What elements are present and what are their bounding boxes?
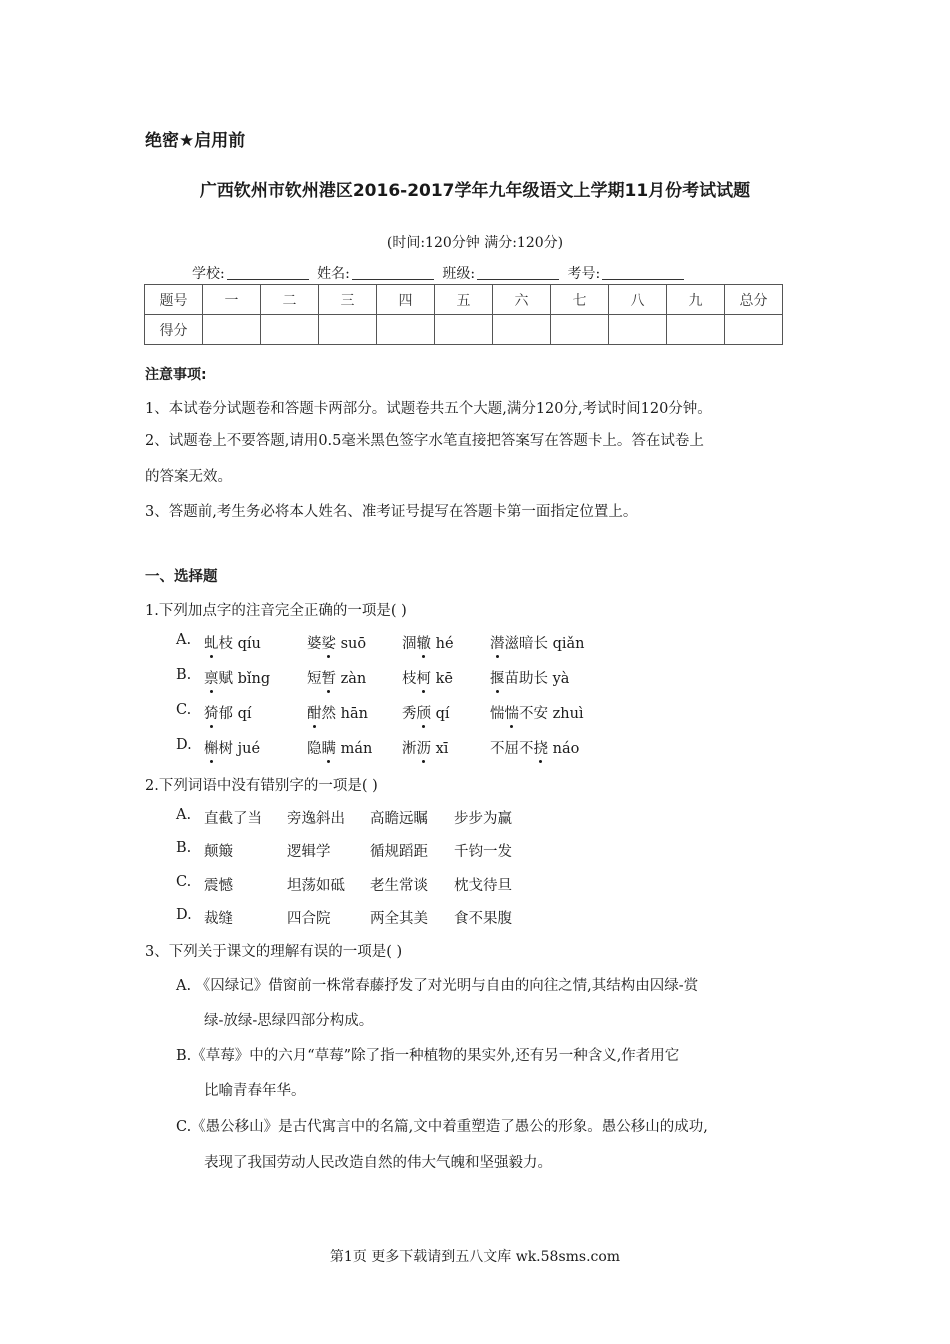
option-word: 老生常谈 xyxy=(370,878,428,894)
option-c-line-1: C.《愚公移山》是古代寓言中的名篇,文中着重塑造了愚公的形象。愚公移山的成功, xyxy=(176,1119,708,1135)
score-cell xyxy=(493,315,551,345)
option-letter: A. xyxy=(176,807,192,823)
table-cell: 总分 xyxy=(725,285,783,315)
option-word: 坦荡如砥 xyxy=(287,878,345,894)
score-cell xyxy=(377,315,435,345)
option-word: 两全其美 xyxy=(370,911,428,927)
question-2-stem: 2.下列词语中没有错别字的一项是( ) xyxy=(145,778,378,794)
notes-heading: 注意事项: xyxy=(145,367,207,383)
table-cell: 五 xyxy=(435,285,493,315)
option-c-line-2: 表现了我国劳动人民改造自然的伟大气魄和坚强毅力。 xyxy=(204,1155,552,1171)
option-word: 震憾 xyxy=(204,878,233,894)
option-item: 不屈不挠 náo xyxy=(490,741,580,757)
note-item-3: 3、答题前,考生务必将本人姓名、准考证号提写在答题卡第一面指定位置上。 xyxy=(145,504,638,520)
page-footer: 第1页 更多下载请到五八文库 wk.58sms.com xyxy=(329,1249,621,1265)
class-label: 班级: xyxy=(442,266,476,282)
option-item: 槲树 jué xyxy=(204,741,261,757)
option-item: 酣然 hān xyxy=(307,706,368,722)
exam-no-blank xyxy=(602,265,684,280)
option-letter: B. xyxy=(176,840,192,856)
section-heading: 一、选择题 xyxy=(145,569,218,585)
option-a-line-2: 绿-放绿-思绿四部分构成。 xyxy=(204,1013,374,1029)
option-word: 颠簸 xyxy=(204,844,233,860)
score-cell xyxy=(609,315,667,345)
table-cell: 八 xyxy=(609,285,667,315)
option-item: 枝柯 kē xyxy=(402,671,453,687)
option-word: 裁缝 xyxy=(204,911,233,927)
score-cell xyxy=(551,315,609,345)
score-table xyxy=(144,284,783,345)
score-cell xyxy=(203,315,261,345)
option-letter: D. xyxy=(176,737,192,753)
table-cell: 得分 xyxy=(145,315,203,345)
note-item-2-cont: 的答案无效。 xyxy=(145,469,232,485)
option-item: 淅沥 xī xyxy=(402,741,449,757)
option-letter: C. xyxy=(176,874,192,890)
option-b-line-2: 比喻青春年华。 xyxy=(204,1083,306,1099)
option-word: 步步为赢 xyxy=(454,811,512,827)
table-cell: 六 xyxy=(493,285,551,315)
score-cell xyxy=(725,315,783,345)
option-a-line-1: A. 《囚绿记》借窗前一株常春藤抒发了对光明与自由的向往之情,其结构由囚绿-赏 xyxy=(176,978,699,994)
option-word: 食不果腹 xyxy=(454,911,512,927)
option-item: 婆娑 suō xyxy=(307,636,367,652)
option-word: 直截了当 xyxy=(204,811,262,827)
option-word: 千钧一发 xyxy=(454,844,512,860)
option-word: 四合院 xyxy=(287,911,331,927)
question-3-stem: 3、下列关于课文的理解有误的一项是( ) xyxy=(145,944,403,960)
table-cell: 九 xyxy=(667,285,725,315)
table-cell: 二 xyxy=(261,285,319,315)
score-cell xyxy=(667,315,725,345)
table-cell: 三 xyxy=(319,285,377,315)
name-blank xyxy=(352,265,434,280)
time-info: (时间:120分钟 满分:120分) xyxy=(386,235,564,251)
option-item: 禀赋 bǐng xyxy=(204,671,271,687)
option-item: 惴惴不安 zhuì xyxy=(490,706,584,722)
option-item: 猗郁 qí xyxy=(204,706,252,722)
option-item: 虬枝 qíu xyxy=(204,636,261,652)
table-cell: 七 xyxy=(551,285,609,315)
student-info-line xyxy=(192,263,688,283)
class-blank xyxy=(477,265,559,280)
table-row-question-numbers xyxy=(145,285,783,315)
page-title: 广西钦州市钦州港区2016-2017学年九年级语文上学期11月份考试试题 xyxy=(199,181,751,201)
option-letter: A. xyxy=(176,632,192,648)
option-item: 揠苗助长 yà xyxy=(490,671,570,687)
option-item: 短暂 zàn xyxy=(307,671,367,687)
score-cell xyxy=(319,315,377,345)
question-1-stem: 1.下列加点字的注音完全正确的一项是( ) xyxy=(145,603,407,619)
table-row-scores xyxy=(145,315,783,345)
score-cell xyxy=(261,315,319,345)
note-item-1: 1、本试卷分试题卷和答题卡两部分。试题卷共五个大题,满分120分,考试时间120分钟。 xyxy=(145,401,712,417)
option-item: 秀颀 qí xyxy=(402,706,450,722)
school-blank xyxy=(227,265,309,280)
option-word: 逻辑学 xyxy=(287,844,331,860)
table-cell: 四 xyxy=(377,285,435,315)
score-cell xyxy=(435,315,493,345)
option-item: 涸辙 hé xyxy=(402,636,454,652)
school-label: 学校: xyxy=(192,266,225,282)
note-item-2: 2、试题卷上不要答题,请用0.5毫米黑色签字水笔直接把答案写在答题卡上。答在试卷上 xyxy=(145,433,704,449)
option-word: 循规蹈距 xyxy=(370,844,428,860)
exam-no-label: 考号: xyxy=(567,266,601,282)
option-word: 枕戈待旦 xyxy=(454,878,512,894)
option-item: 隐瞒 mán xyxy=(307,741,373,757)
table-cell: 一 xyxy=(203,285,261,315)
option-b-line-1: B.《草莓》中的六月“草莓”除了指一种植物的果实外,还有另一种含义,作者用它 xyxy=(176,1048,680,1064)
option-word: 高瞻远瞩 xyxy=(370,811,428,827)
name-label: 姓名: xyxy=(317,266,350,282)
confidential-label: 绝密★启用前 xyxy=(145,131,246,151)
option-word: 旁逸斜出 xyxy=(287,811,345,827)
table-cell: 题号 xyxy=(145,285,203,315)
option-letter: B. xyxy=(176,667,192,683)
option-letter: D. xyxy=(176,907,192,923)
option-item: 潜滋暗长 qiǎn xyxy=(490,636,585,652)
option-letter: C. xyxy=(176,702,192,718)
